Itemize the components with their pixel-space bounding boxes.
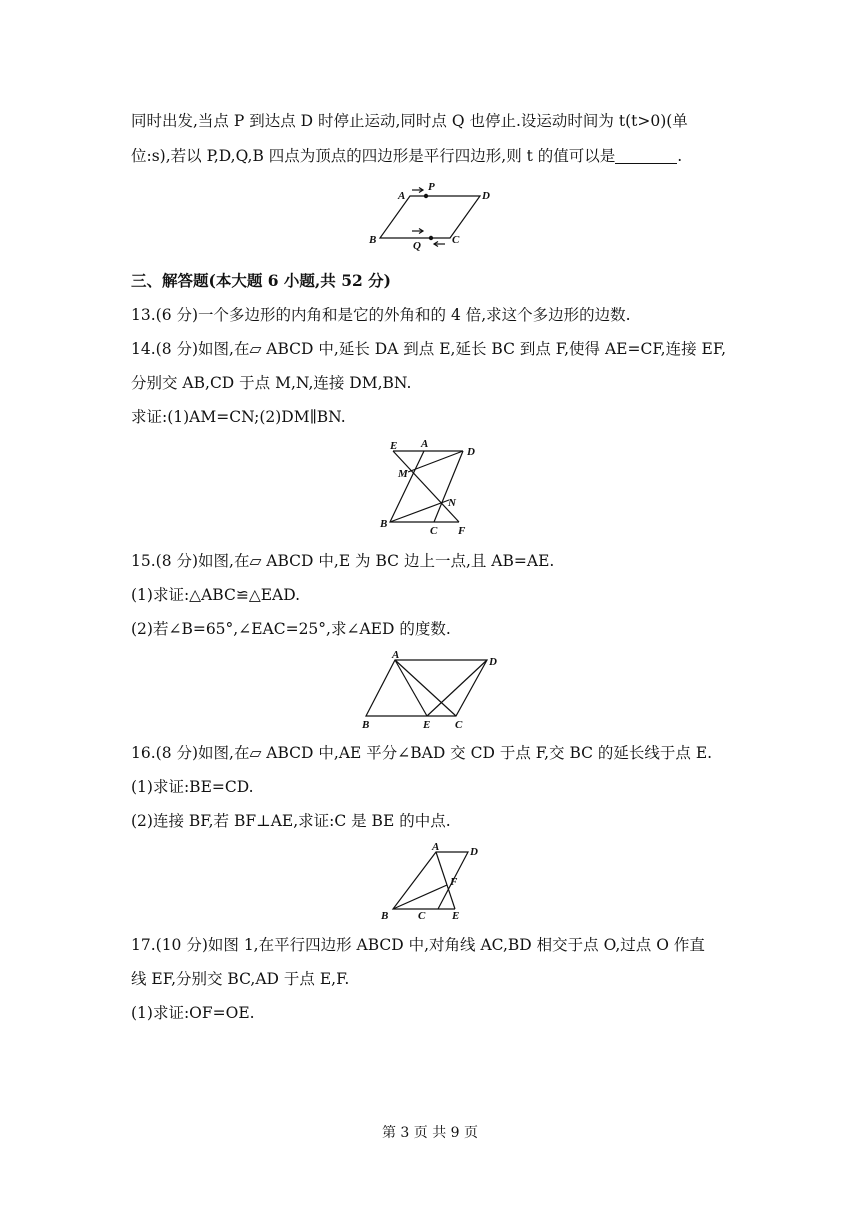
q17-text-line-3: (1)求证:OF=OE. (131, 1004, 255, 1022)
label-e: E (390, 440, 398, 452)
parallelogram-abcd (366, 660, 487, 716)
q13-text: 13.(6 分)一个多边形的内角和是它的外角和的 4 倍,求这个多边形的边数. (131, 306, 631, 324)
q17-text-line-2: 线 EF,分别交 BC,AD 于点 E,F. (131, 970, 350, 988)
label-b: B (362, 719, 370, 731)
line-ac (395, 660, 456, 716)
line-ae (395, 660, 427, 716)
label-c: C (418, 910, 426, 922)
label-q: Q (413, 240, 421, 252)
q16-text-line-1: 16.(8 分)如图,在▱ ABCD 中,AE 平分∠BAD 交 CD 于点 F,交 BC 的延长线于点 E. (131, 744, 713, 762)
figure-q15 (357, 648, 507, 733)
line-dm (408, 451, 463, 472)
label-b: B (369, 234, 377, 246)
q15-text-line-2: (1)求证:△ABC≌△EAD. (131, 586, 301, 604)
q12-text-line-2-body: 位:s),若以 P,D,Q,B 四点为顶点的四边形是平行四边形,则 t 的值可以是 (131, 147, 616, 165)
q14-text-line-3: 求证:(1)AM=CN;(2)DM∥BN. (131, 408, 346, 426)
label-a: A (392, 649, 400, 661)
parallelogram-abcd (380, 196, 480, 238)
label-f: F (450, 876, 458, 888)
label-d: D (482, 190, 490, 202)
point-q (429, 236, 433, 240)
label-c: C (452, 234, 460, 246)
q16-text-line-3: (2)连接 BF,若 BF⊥AE,求证:C 是 BE 的中点. (131, 812, 451, 830)
q12-text-line-1: 同时出发,当点 P 到达点 D 时停止运动,同时点 Q 也停止.设运动时间为 t(t>0)(单 (131, 112, 688, 130)
answer-blank (615, 147, 677, 164)
figure-q14 (378, 436, 488, 541)
label-b: B (380, 518, 388, 530)
label-d: D (467, 446, 475, 458)
label-a: A (398, 190, 406, 202)
label-c: C (430, 525, 438, 537)
figure-q12-parallelogram (368, 182, 498, 252)
label-c: C (455, 719, 463, 731)
section-3-title: 三、解答题(本大题 6 小题,共 52 分) (131, 271, 392, 290)
label-e: E (423, 719, 431, 731)
line-ed (427, 660, 487, 716)
label-a: A (432, 841, 440, 853)
figure-q16 (376, 840, 486, 925)
q15-text-line-1: 15.(8 分)如图,在▱ ABCD 中,E 为 BC 边上一点,且 AB=AE. (131, 552, 555, 570)
label-a: A (421, 438, 429, 450)
label-b: B (381, 910, 389, 922)
label-d: D (489, 656, 497, 668)
line-bf (393, 885, 447, 909)
q12-text-line-2 (131, 146, 682, 166)
q12-text-line-2-end: . (677, 147, 683, 165)
label-e: E (452, 910, 460, 922)
point-p (424, 194, 428, 198)
page-footer: 第 3 页 共 9 页 (381, 1125, 479, 1141)
label-d: D (470, 846, 478, 858)
q14-text-line-2: 分别交 AB,CD 于点 M,N,连接 DM,BN. (131, 374, 412, 392)
q17-text-line-1: 17.(10 分)如图 1,在平行四边形 ABCD 中,对角线 AC,BD 相交于点 O,过点 O 作直 (131, 936, 705, 954)
label-m: M (398, 468, 408, 480)
label-f: F (458, 525, 466, 537)
q15-text-line-3: (2)若∠B=65°,∠EAC=25°,求∠AED 的度数. (131, 620, 451, 638)
q16-text-line-2: (1)求证:BE=CD. (131, 778, 254, 796)
label-n: N (448, 497, 456, 509)
label-p: P (428, 181, 435, 193)
q14-text-line-1: 14.(8 分)如图,在▱ ABCD 中,延长 DA 到点 E,延长 BC 到点 F,使得 AE=CF,连接 EF, (131, 340, 727, 358)
